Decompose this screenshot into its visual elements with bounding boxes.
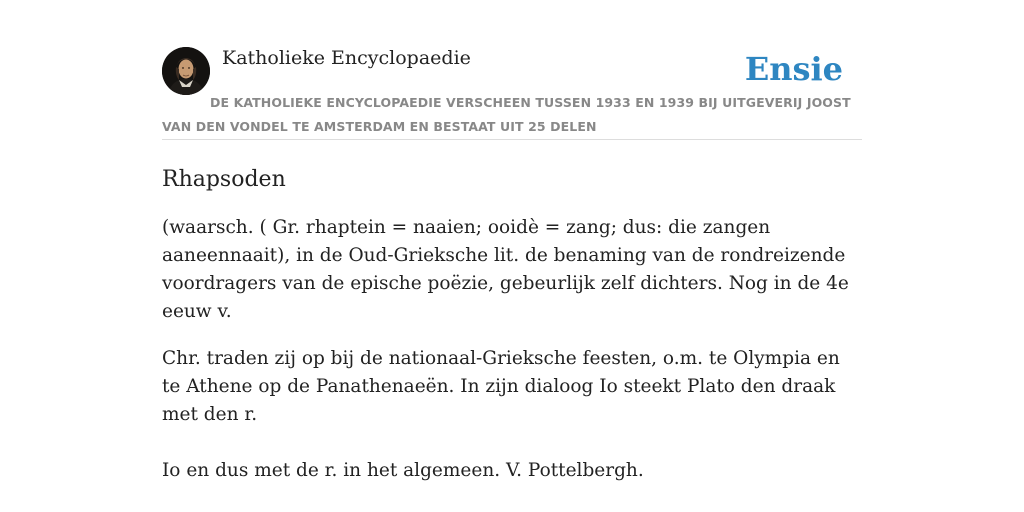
article-title: Rhapsoden: [162, 167, 286, 192]
portrait-avatar-icon: [162, 47, 210, 95]
site-title[interactable]: Katholieke Encyclopaedie: [222, 47, 471, 69]
article-paragraph-2: Chr. traden zij op bij de nationaal-Grieksche feesten, o.m. te Olympia en te Athene op de Panathenaeën. In zijn dialoog Io steekt Plato den draak met den r.: [162, 348, 840, 425]
page-container: [162, 44, 862, 485]
site-subtitle: DE KATHOLIEKE ENCYCLOPAEDIE VERSCHEEN TUSSEN 1933 EN 1939 BIJ UITGEVERIJ JOOST VAN DEN VONDEL TE AMSTERDAM EN BESTAAT UIT 25 DELEN: [162, 95, 851, 134]
brand-logo[interactable]: Ensie: [744, 50, 843, 88]
article-paragraph-3: Io en dus met de r. in het algemeen. V. Pottelbergh.: [162, 460, 644, 481]
article-paragraph-1: (waarsch. ( Gr. rhaptein = naaien; ooidè = zang; dus: die zangen aaneennaait), in de Oud-Grieksche lit. de benaming van de rondreizende voordragers van de epische poëzie, gebeurlijk zelf dichters. Nog in de 4e eeuw v.: [162, 217, 849, 322]
site-header: [162, 44, 862, 140]
avatar[interactable]: [162, 47, 210, 95]
